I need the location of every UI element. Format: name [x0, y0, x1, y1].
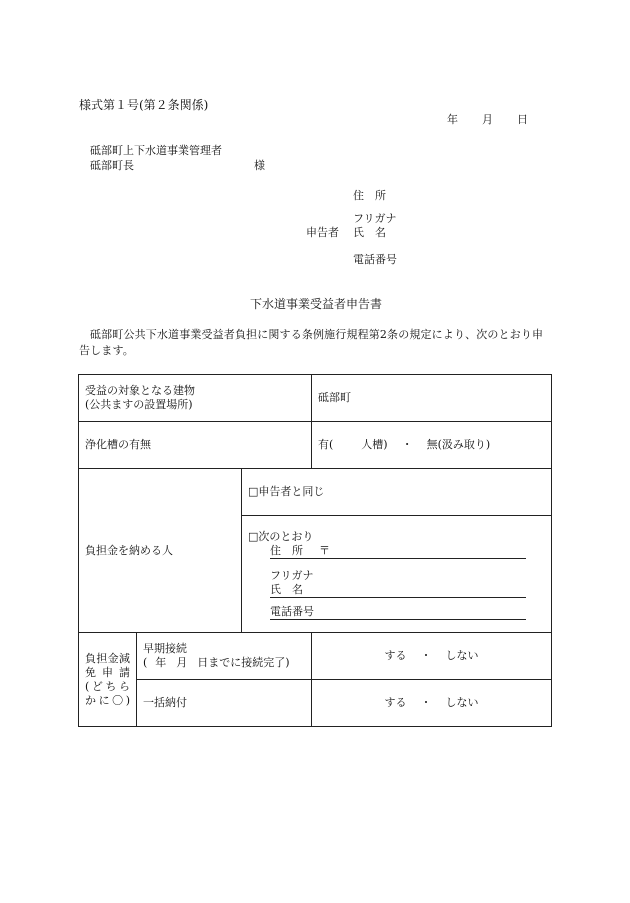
payer-furigana-label: フリガナ: [270, 569, 314, 582]
payer-phone-label: 電話番号: [270, 605, 314, 618]
septic-yes[interactable]: 有(: [318, 438, 334, 451]
payer-name-line[interactable]: [270, 583, 526, 598]
early-month-label: 月: [176, 656, 188, 669]
septic-no[interactable]: 無(汲み取り): [426, 438, 491, 451]
payer-other-cell: [242, 516, 552, 633]
building-value[interactable]: 砥部町: [312, 375, 552, 422]
addressee-line-2: 砥部町長: [90, 159, 134, 172]
payer-detail-block: [248, 544, 545, 620]
septic-row: [79, 422, 552, 469]
application-table: [78, 374, 552, 727]
septic-value-cell[interactable]: [312, 422, 552, 469]
addressee-honorific: 様: [254, 159, 265, 172]
payer-address-label: 住 所: [270, 544, 303, 557]
building-label-cell: [79, 375, 312, 422]
applicant-role-label: 申告者: [306, 226, 339, 239]
lump-separator: ・: [420, 696, 432, 709]
date-month-label: 月: [482, 113, 493, 126]
early-separator: ・: [420, 649, 432, 662]
form-number: 様式第１号(第２条関係): [79, 98, 209, 112]
postal-mark: 〒: [319, 544, 330, 557]
document-title: 下水道事業受益者申告書: [250, 297, 383, 311]
lump-sum-row: [79, 680, 552, 727]
payer-address-line[interactable]: [270, 544, 526, 559]
early-rest-label: 日までに接続完了): [197, 656, 290, 669]
early-label-1: 早期接続: [143, 642, 187, 655]
payer-phone-line[interactable]: [270, 605, 526, 620]
early-label-2: [143, 656, 305, 670]
payer-name-label: 氏 名: [270, 583, 303, 596]
applicant-name-label: 氏 名: [353, 226, 386, 239]
building-row: [79, 375, 552, 422]
date-line: [447, 113, 528, 127]
payer-option-other[interactable]: □次のとおり: [248, 530, 314, 543]
early-label-cell: [137, 633, 312, 680]
early-connection-row: [79, 633, 552, 680]
building-label-2: (公共ますの設置場所): [85, 398, 193, 411]
septic-unit: 人槽): [361, 438, 388, 451]
lump-choice-cell: [312, 680, 552, 727]
early-choice-cell: [312, 633, 552, 680]
early-yes[interactable]: する: [384, 649, 407, 662]
payer-same-row: [79, 469, 552, 516]
applicant-furigana-label: フリガナ: [353, 212, 397, 225]
lump-yes[interactable]: する: [384, 696, 407, 709]
lump-label: 一括納付: [137, 680, 312, 727]
early-no[interactable]: しない: [445, 649, 479, 662]
addressee-line-1: 砥部町上下水道事業管理者: [90, 144, 222, 157]
document-body: 砥部町公共下水道事業受益者負担に関する条例施行規程第2条の規定により、次のとおり申告します。: [79, 328, 544, 357]
septic-separator: ・: [401, 438, 413, 451]
applicant-phone-label: 電話番号: [353, 253, 397, 266]
reduction-label: 負担金減免申請(どちらかに〇): [79, 633, 137, 727]
building-label-1: 受益の対象となる建物: [85, 384, 195, 397]
septic-label: 浄化槽の有無: [79, 422, 312, 469]
payer-label: 負担金を納める人: [79, 469, 242, 633]
date-day-label: 日: [517, 113, 528, 126]
early-paren-open: (: [143, 656, 148, 669]
applicant-address-label: 住 所: [353, 189, 386, 202]
lump-no[interactable]: しない: [445, 696, 479, 709]
date-year-label: 年: [447, 113, 458, 126]
early-year-label: 年: [155, 656, 167, 669]
payer-option-same[interactable]: □申告者と同じ: [242, 469, 552, 516]
